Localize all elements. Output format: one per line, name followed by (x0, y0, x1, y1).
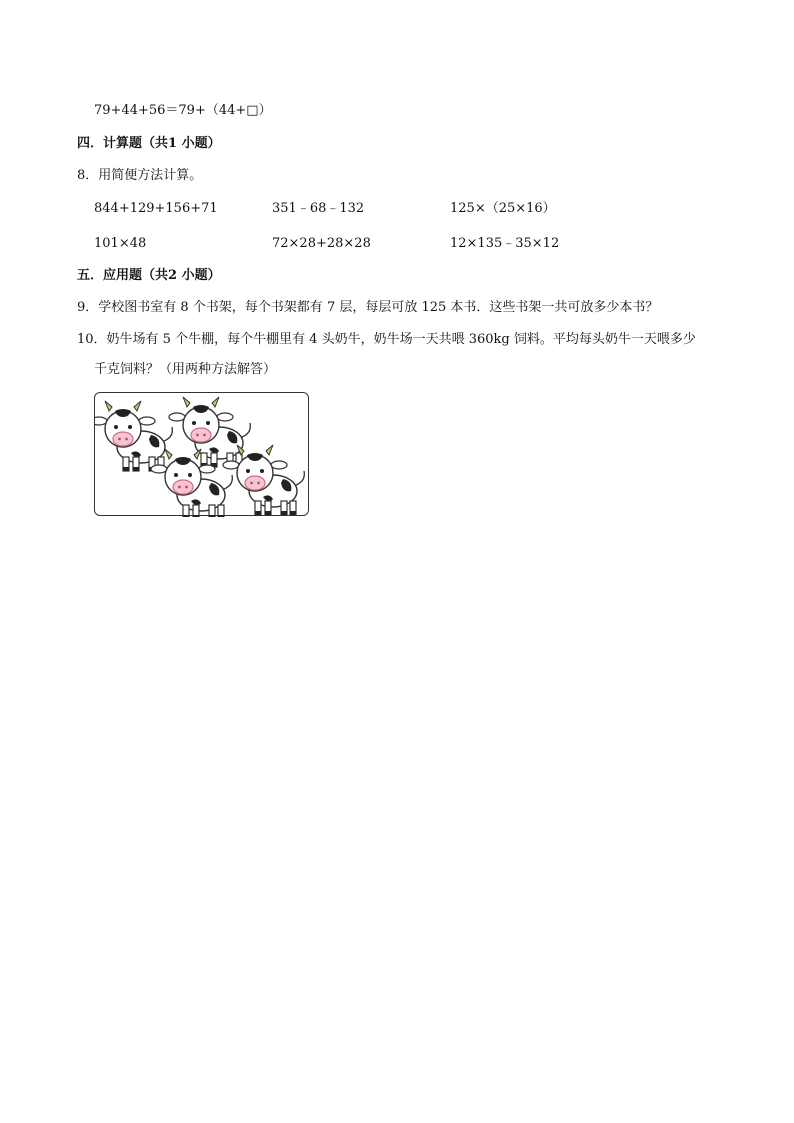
q8-expr-3: 125×（25×16） (450, 201, 556, 216)
section-4-title: 四．计算题（共1 小题） (77, 136, 221, 151)
question-10-line-2: 千克饲料？（用两种方法解答） (94, 362, 277, 377)
section-5-title: 五．应用题（共2 小题） (77, 268, 221, 283)
q8-expr-6: 12×135﹣35×12 (450, 236, 560, 251)
q8-expr-2: 351﹣68﹣132 (272, 201, 365, 216)
cow-icon (95, 401, 172, 471)
question-8-prompt: 8．用简便方法计算。 (77, 168, 203, 183)
cow-illustration-frame (94, 392, 309, 516)
q8-expr-1: 844+129+156+71 (94, 201, 218, 216)
cow-icon (169, 397, 250, 467)
q8-expr-5: 72×28+28×28 (272, 236, 371, 251)
question-9: 9．学校图书室有 8 个书架，每个书架都有 7 层，每层可放 125 本书．这些书架一共可放多少本书？ (77, 300, 659, 315)
cow-illustration (95, 393, 310, 517)
q8-expr-4: 101×48 (94, 236, 147, 251)
question-10-line-1: 10．奶牛场有 5 个牛棚，每个牛棚里有 4 头奶牛，奶牛场一天共喂 360kg 饲料。平均每头奶牛一天喂多少 (77, 332, 696, 347)
previous-equation: 79+44+56＝79+（44+□） (94, 103, 272, 118)
